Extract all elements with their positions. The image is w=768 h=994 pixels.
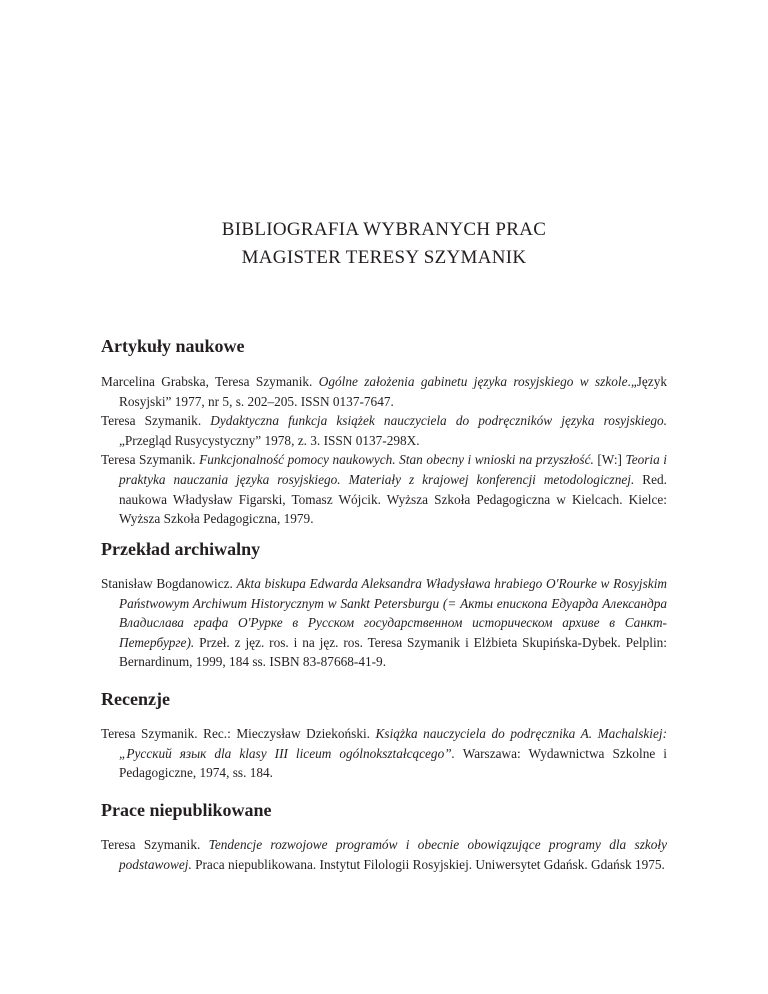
entry-author: Teresa Szymanik. <box>101 413 211 429</box>
entry-author: Marcelina Grabska, Teresa Szymanik. <box>101 374 319 389</box>
section-unpublished-entries <box>101 835 667 874</box>
section-reviews-entries <box>101 724 667 783</box>
document-title-line-1: BIBLIOGRAFIA WYBRANYCH PRAC <box>221 219 547 240</box>
bibliography-entry <box>101 372 667 411</box>
bibliography-entry <box>101 724 667 783</box>
entry-details: .„Język Rosyjski” 1977, nr 5, s. 202–205. ISSN 0137-7647. <box>119 374 668 409</box>
section-heading-translation: Przekład archiwalny <box>101 539 261 559</box>
section-heading-articles: Artykuły naukowe <box>101 336 245 356</box>
entry-in-marker: [W:] <box>593 452 626 468</box>
entry-details: Przeł. z jęz. ros. i na jęz. ros. Teresa Szymanik i Elżbieta Skupińska-Dybek. Pelplin: Bernardinum, 1999, 184 ss. ISBN 83-87668-41-9. <box>119 634 667 670</box>
entry-title: Książka nauczyciela do podręcznika A. Machalskiej: „Русский язык dla klasy III liceum ogólnokształcącego”. <box>119 726 668 761</box>
section-translation-entries <box>101 574 667 672</box>
entry-title: Dydaktyczna funkcja książek nauczyciela do podręczników języka rosyjskiego. <box>210 413 668 429</box>
entry-title: Funkcjonalność pomocy naukowych. Stan obecny i wnioski na przyszłość. <box>199 452 594 468</box>
section-articles-entries <box>101 372 667 529</box>
entry-title: Tendencje rozwojowe programów i obecnie obowiązujące programy dla szkoły podstawowej. <box>119 837 668 872</box>
entry-details: Warszawa: Wydawnictwa Szkolne i Pedagogiczne, 1974, ss. 184. <box>119 745 667 781</box>
entry-author: Teresa Szymanik. <box>101 452 200 468</box>
entry-source-title: Teoria i praktyka nauczania języka rosyjskiego. Materiały z krajowej konferencji metodologicznej. <box>119 452 667 487</box>
entry-details: Praca niepublikowana. Instytut Filologii Rosyjskiej. Uniwersytet Gdańsk. Gdańsk 1975. <box>191 856 665 872</box>
bibliography-entry <box>101 411 667 450</box>
document-title-line-2: MAGISTER TERESY SZYMANIK <box>241 247 527 268</box>
entry-details: „Przegląd Rusycystyczny” 1978, z. 3. ISSN 0137-298X. <box>119 432 420 448</box>
entry-author: Stanisław Bogdanowicz. <box>101 576 237 591</box>
entry-details: Red. naukowa Władysław Figarski, Tomasz Wójcik. Wyższa Szkoła Pedagogiczna w Kielcach. Kielce: Wyższa Szkoła Pedagogiczna, 1979. <box>119 471 667 527</box>
entry-title: Ogólne założenia gabinetu języka rosyjskiego w szkole <box>318 374 628 389</box>
section-heading-unpublished: Prace niepublikowane <box>101 800 272 820</box>
bibliography-entry <box>101 835 667 874</box>
entry-title: Akta biskupa Edwarda Aleksandra Władysława hrabiego O'Rourke w Rosyjskim Państwowym Archiwum Historycznym w Sankt Petersburgu (= Акты епископа Едуарда Александра Владислава графа О'Рурке в Русском государственном историческом архиве в Санкт-Петербурге). <box>119 576 668 650</box>
bibliography-entry <box>101 574 667 672</box>
bibliography-entry <box>101 450 667 528</box>
section-heading-reviews: Recenzje <box>101 689 170 709</box>
entry-author: Teresa Szymanik. <box>101 837 209 852</box>
entry-author: Teresa Szymanik. Rec.: Mieczysław Dziekoński. <box>101 726 376 741</box>
